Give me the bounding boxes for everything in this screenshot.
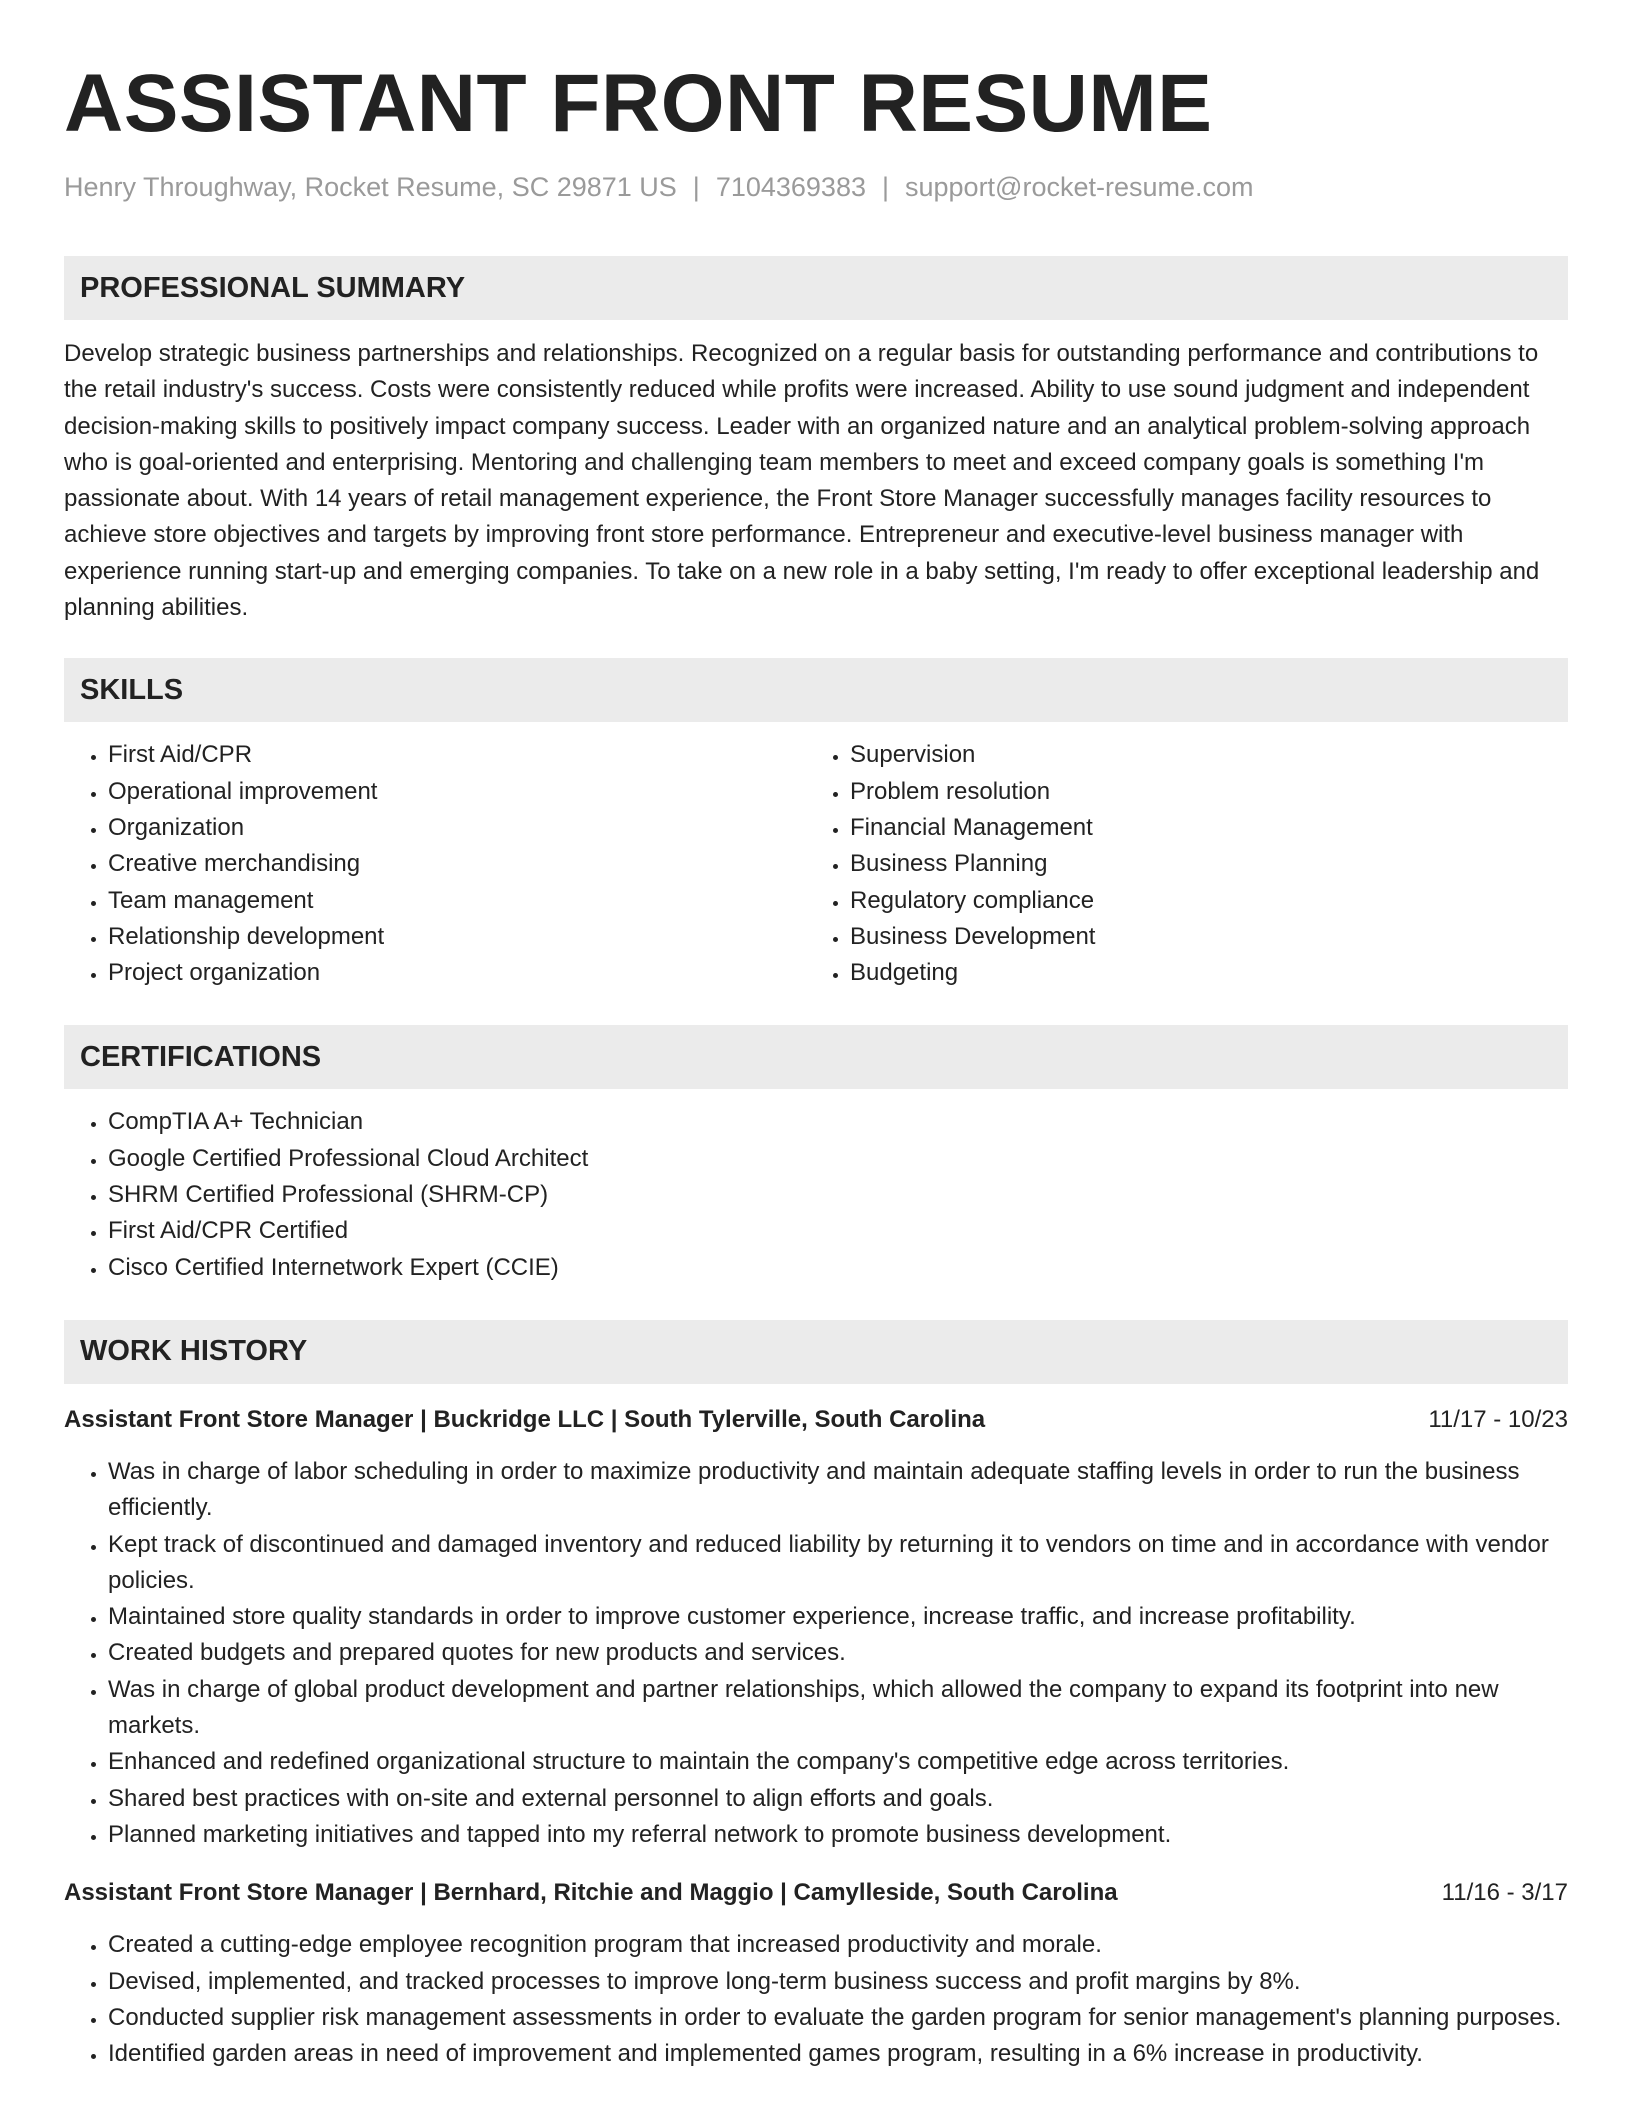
skill-item: • Financial Management bbox=[850, 810, 1548, 846]
certification-item: • SHRM Certified Professional (SHRM-CP) bbox=[108, 1177, 1568, 1213]
job-bullet: • Was in charge of global product development and partner relationships, which allowed the company to expand its footprint into new markets. bbox=[108, 1672, 1568, 1745]
certification-item: • CompTIA A+ Technician bbox=[108, 1104, 1568, 1140]
job-dates: 11/16 - 3/17 bbox=[1441, 1879, 1568, 1907]
skills-column-left bbox=[64, 737, 806, 991]
skill-item: • Operational improvement bbox=[108, 774, 806, 810]
resume-title: ASSISTANT FRONT RESUME bbox=[64, 58, 1213, 149]
certification-item: • First Aid/CPR Certified bbox=[108, 1213, 1568, 1249]
contact-email: support@rocket-resume.com bbox=[905, 172, 1254, 202]
job-bullet-list bbox=[64, 1927, 1568, 2072]
skill-item: • Business Planning bbox=[850, 846, 1548, 882]
skill-item: • Budgeting bbox=[850, 955, 1548, 991]
job-dates: 11/17 - 10/23 bbox=[1428, 1405, 1568, 1433]
job-bullet: • Created budgets and prepared quotes for new products and services. bbox=[108, 1635, 1568, 1671]
job-title: Assistant Front Store Manager | Buckridge LLC | South Tylerville, South Carolina bbox=[64, 1405, 986, 1433]
job-bullet: • Kept track of discontinued and damaged inventory and reduced liability by returning it to vendors on time and in accordance with vendor policies. bbox=[108, 1527, 1568, 1600]
skills-list bbox=[64, 737, 1568, 991]
contact-phone: 7104369383 bbox=[715, 172, 866, 202]
job-bullet: • Enhanced and redefined organizational structure to maintain the company's competitive edge across territories. bbox=[108, 1744, 1568, 1780]
certifications-list bbox=[64, 1104, 1568, 1285]
skill-item: • Team management bbox=[108, 883, 806, 919]
job-bullet: • Created a cutting-edge employee recognition program that increased productivity and morale. bbox=[108, 1927, 1568, 1963]
section-header-skills: SKILLS bbox=[64, 658, 1568, 722]
job-title: Assistant Front Store Manager | Bernhard, Ritchie and Maggio | Camylleside, South Carolina bbox=[64, 1879, 1118, 1907]
job-bullet: • Conducted supplier risk management assessments in order to evaluate the garden program for senior management's planning purposes. bbox=[108, 2000, 1568, 2036]
skills-column-right bbox=[806, 737, 1548, 991]
section-header-summary: PROFESSIONAL SUMMARY bbox=[64, 256, 1568, 320]
job-bullet: • Maintained store quality standards in order to improve customer experience, increase traffic, and increase profitability. bbox=[108, 1599, 1568, 1635]
certification-item: • Google Certified Professional Cloud Architect bbox=[108, 1141, 1568, 1177]
section-header-work-history: WORK HISTORY bbox=[64, 1320, 1568, 1384]
job-bullet: • Planned marketing initiatives and tapped into my referral network to promote business development. bbox=[108, 1817, 1568, 1853]
summary-text: Develop strategic business partnerships and relationships. Recognized on a regular basis for outstanding performance and contributions to the retail industry's success. Costs were consistently reduced while profits were increased. Ability to use sound judgment and independent decision-making skills to positively impact company success. Leader with an organized nature and an analytical problem-solving approach who is goal-oriented and enterprising. Mentoring and challenging team members to meet and exceed company goals is something I'm passionate about. With 14 years of retail management experience, the Front Store Manager successfully manages facility resources to achieve store objectives and targets by improving front store performance. Entrepreneur and executive-level business manager with experience running start-up and emerging companies. To take on a new role in a baby setting, I'm ready to offer exceptional leadership and planning abilities. bbox=[64, 340, 1540, 622]
skill-item: • Relationship development bbox=[108, 919, 806, 955]
job-bullet: • Identified garden areas in need of improvement and implemented games program, resulting in a 6% increase in productivity. bbox=[108, 2036, 1568, 2072]
job-bullet: • Was in charge of labor scheduling in order to maximize productivity and maintain adequate staffing levels in order to run the business efficiently. bbox=[108, 1454, 1568, 1527]
skill-item: • Problem resolution bbox=[850, 774, 1548, 810]
certification-item: • Cisco Certified Internetwork Expert (CCIE) bbox=[108, 1250, 1568, 1286]
skill-item: • Regulatory compliance bbox=[850, 883, 1548, 919]
job-entry bbox=[64, 1402, 1568, 1853]
job-bullet: • Shared best practices with on-site and external personnel to align efforts and goals. bbox=[108, 1781, 1568, 1817]
skill-item: • Organization bbox=[108, 810, 806, 846]
skill-item: • First Aid/CPR bbox=[108, 737, 806, 773]
job-header bbox=[64, 1875, 1568, 1911]
skill-item: • Creative merchandising bbox=[108, 846, 806, 882]
skill-item: • Supervision bbox=[850, 737, 1548, 773]
contact-line bbox=[64, 170, 1568, 204]
job-bullet: • Devised, implemented, and tracked processes to improve long-term business success and profit margins by 8%. bbox=[108, 1964, 1568, 2000]
section-header-certifications: CERTIFICATIONS bbox=[64, 1025, 1568, 1089]
job-entry bbox=[64, 1875, 1568, 2072]
job-header bbox=[64, 1402, 1568, 1438]
contact-address: Henry Throughway, Rocket Resume, SC 29871 US bbox=[64, 172, 677, 202]
contact-separator: | bbox=[881, 172, 889, 202]
contact-separator: | bbox=[692, 172, 700, 202]
skill-item: • Project organization bbox=[108, 955, 806, 991]
skill-item: • Business Development bbox=[850, 919, 1548, 955]
job-bullet-list bbox=[64, 1454, 1568, 1853]
